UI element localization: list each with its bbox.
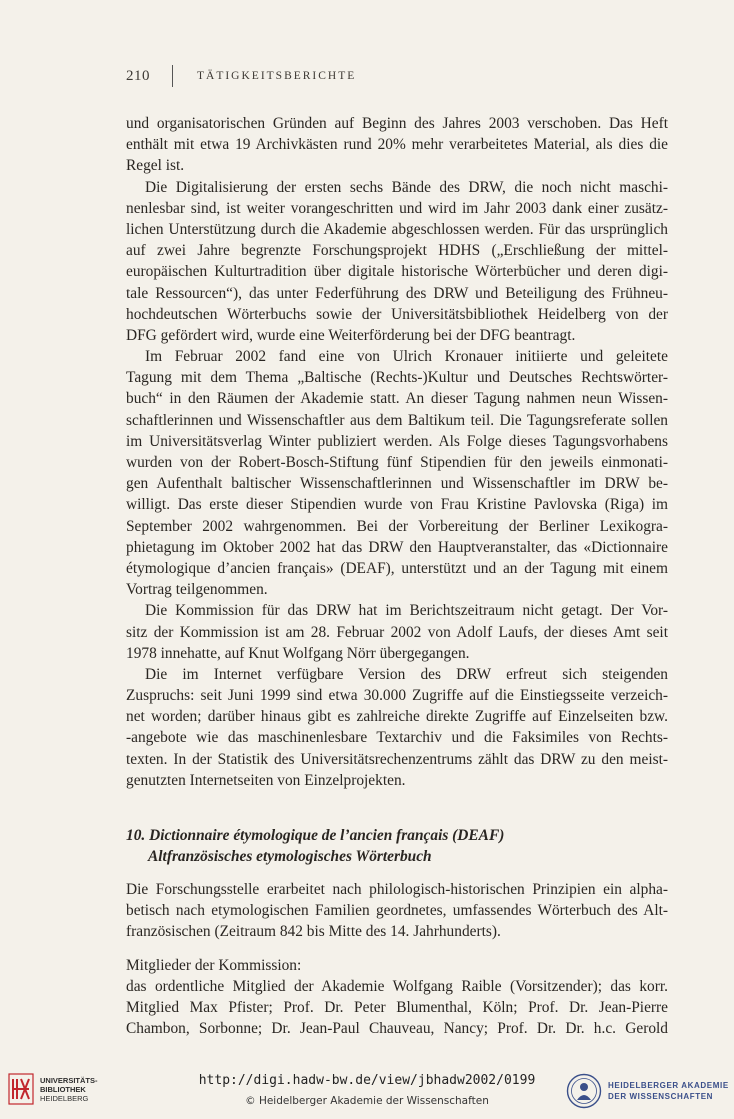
text-line: sitz der Kommission ist am 28. Februar 2002 von Adolf Laufs, der dieses Amt seit bbox=[126, 623, 668, 641]
text-line: französischen (Zeitraum 842 bis Mitte des 14. Jahrhunderts). bbox=[126, 923, 501, 941]
text-line: -angebote wie das maschinenlesbare Textarchiv und die Faksimiles von Rechts- bbox=[126, 729, 668, 747]
text-line: phietagung im Oktober 2002 hat das DRW den Hauptveranstalter, das «Dictionnaire bbox=[126, 538, 668, 556]
text-line: und organisatorischen Gründen auf Beginn des Jahres 2003 verschoben. Das Heft bbox=[126, 115, 668, 132]
text-line: wurden von der Robert-Bosch-Stiftung fünf Stipendien für den jeweils einmonati- bbox=[126, 454, 668, 471]
text-line: Die Digitalisierung der ersten sechs Bände des DRW, die noch nicht maschi- bbox=[145, 178, 668, 196]
text-line: hochdeutschen Wörterbuchs sowie der Universitätsbibliothek Heidelberg von der bbox=[126, 305, 668, 323]
text-line: étymologique d’ancien français» (DEAF), unterstützt und an der Tagung mit einem bbox=[126, 559, 668, 577]
academy-logo[interactable] bbox=[566, 1073, 729, 1109]
text-line: Tagung mit dem Thema „Baltische (Rechts-)Kultur und Deutsches Rechtswörter- bbox=[126, 369, 668, 387]
text-line: Regel ist. bbox=[126, 157, 185, 175]
academy-name bbox=[608, 1080, 729, 1102]
text-line: enthält mit etwa 19 Archivkästen rund 20% mehr verarbeitetes Material, als dies die bbox=[126, 136, 668, 154]
section-gap bbox=[126, 943, 668, 955]
section-gap bbox=[126, 791, 668, 825]
section-gap bbox=[126, 867, 668, 879]
academy-seal-icon bbox=[566, 1073, 602, 1109]
section-subheading: Altfranzösisches etymologisches Wörterbuch bbox=[148, 848, 432, 865]
library-city: HEIDELBERG bbox=[40, 1093, 89, 1103]
digitization-footer bbox=[0, 1065, 734, 1119]
text-line: schaftlerinnen und Wissenschaftler aus dem Baltikum teil. Die Tagungsreferate sollen bbox=[126, 411, 668, 429]
section-heading: 10. Dictionnaire étymologique de l’ancien français (DEAF) bbox=[126, 827, 505, 844]
text-line: nenlesbar sind, ist weiter vorangeschritten und wird im Jahr 2003 dank einer zusätz- bbox=[126, 199, 668, 217]
copyright-notice: © Heidelberger Akademie der Wissenschaften bbox=[245, 1095, 489, 1107]
text-line: Mitglieder der Kommission: bbox=[126, 956, 302, 974]
academy-name-line: HEIDELBERGER AKADEMIE bbox=[608, 1081, 729, 1090]
text-line: im Universitätsverlag Winter publiziert werden. Als Folge dieses Tagungsvorhabens bbox=[126, 432, 668, 450]
text-line: betisch nach etymologischen Familien geordnetes, umfassendes Wörterbuch des Alt- bbox=[126, 902, 668, 920]
text-line: Vortrag teilgenommen. bbox=[126, 581, 268, 599]
text-line: Chambon, Sorbonne; Dr. Jean-Paul Chauveau, Nancy; Prof. Dr. Dr. h.c. Gerold bbox=[126, 1020, 668, 1038]
text-line: willigt. Das erste dieser Stipendien wurde von Frau Kristine Pavlovska (Riga) im bbox=[126, 496, 668, 514]
text-line: DFG gefördert wird, wurde eine Weiterförderung bei der DFG beantragt. bbox=[126, 326, 576, 344]
academy-name-line: DER WISSENSCHAFTEN bbox=[608, 1092, 714, 1101]
text-line: buch“ in den Räumen der Akademie statt. An dieser Tagung nahmen neun Wissen- bbox=[126, 390, 668, 408]
text-line: tale Ressourcen“), das unter Federführung des DRW und Beteiligung des Frühneu- bbox=[126, 284, 668, 302]
text-line: texten. In der Statistik des Universitätsrechenzentrums zählt das DRW zu den meist- bbox=[126, 750, 668, 768]
running-head bbox=[126, 66, 356, 86]
text-line: Die Kommission für das DRW hat im Berichtszeitraum nicht getagt. Der Vor- bbox=[145, 602, 668, 620]
running-title: TÄTIGKEITSBERICHTE bbox=[197, 70, 357, 82]
text-line: genutzten Internetseiten von Einzelprojekten. bbox=[126, 771, 406, 789]
text-line: das ordentliche Mitglied der Akademie Wolfgang Raible (Vorsitzender); das korr. bbox=[126, 977, 668, 995]
text-line: Die im Internet verfügbare Version des DRW erfreut sich steigenden bbox=[145, 665, 668, 683]
text-line: Im Februar 2002 fand eine von Ulrich Kronauer initiierte und geleitete bbox=[145, 348, 668, 366]
text-line: Mitglied Max Pfister; Prof. Dr. Peter Blumenthal, Köln; Prof. Dr. Jean-Pierre bbox=[126, 998, 668, 1016]
text-line: Die Forschungsstelle erarbeitet nach philologisch-historischen Prinzipien ein alpha- bbox=[126, 881, 668, 898]
library-name-line: UNIVERSITÄTS- bbox=[40, 1075, 98, 1085]
source-url-link[interactable]: http://digi.hadw-bw.de/view/jbhadw2002/0199 bbox=[198, 1073, 536, 1088]
text-line: Zuspruchs: seit Juni 1999 sind etwa 30.000 Zugriffe auf die Einstiegsseite verzeich- bbox=[126, 687, 668, 705]
text-line: lichen Unterstützung durch die Akademie abgeschlossen werden. Für das ursprünglich bbox=[126, 220, 668, 238]
text-line: auf zwei Jahre begrenzte Forschungsprojekt HDHS („Erschließung der mittel- bbox=[126, 242, 668, 260]
text-line: net worden; darüber hinaus gibt es zahlreiche direkte Zugriffe auf Einzelseiten bzw. bbox=[126, 708, 668, 726]
header-divider bbox=[172, 65, 173, 87]
text-line: 1978 innehatte, auf Knut Wolfgang Nörr übergegangen. bbox=[126, 644, 470, 662]
library-name-line: BIBLIOTHEK bbox=[40, 1084, 86, 1094]
body-text bbox=[126, 113, 668, 1039]
text-line: September 2002 wahrgenommen. Bei der Vorbereitung der Berliner Lexikogra- bbox=[126, 517, 668, 535]
text-line: europäischen Kulturtradition über digitale historische Wörterbücher und deren digi- bbox=[126, 263, 668, 281]
page-number: 210 bbox=[126, 67, 150, 84]
text-line: gen Aufenthalt baltischer Wissenschaftlerinnen und Wissenschaftler im DRW be- bbox=[126, 475, 668, 493]
